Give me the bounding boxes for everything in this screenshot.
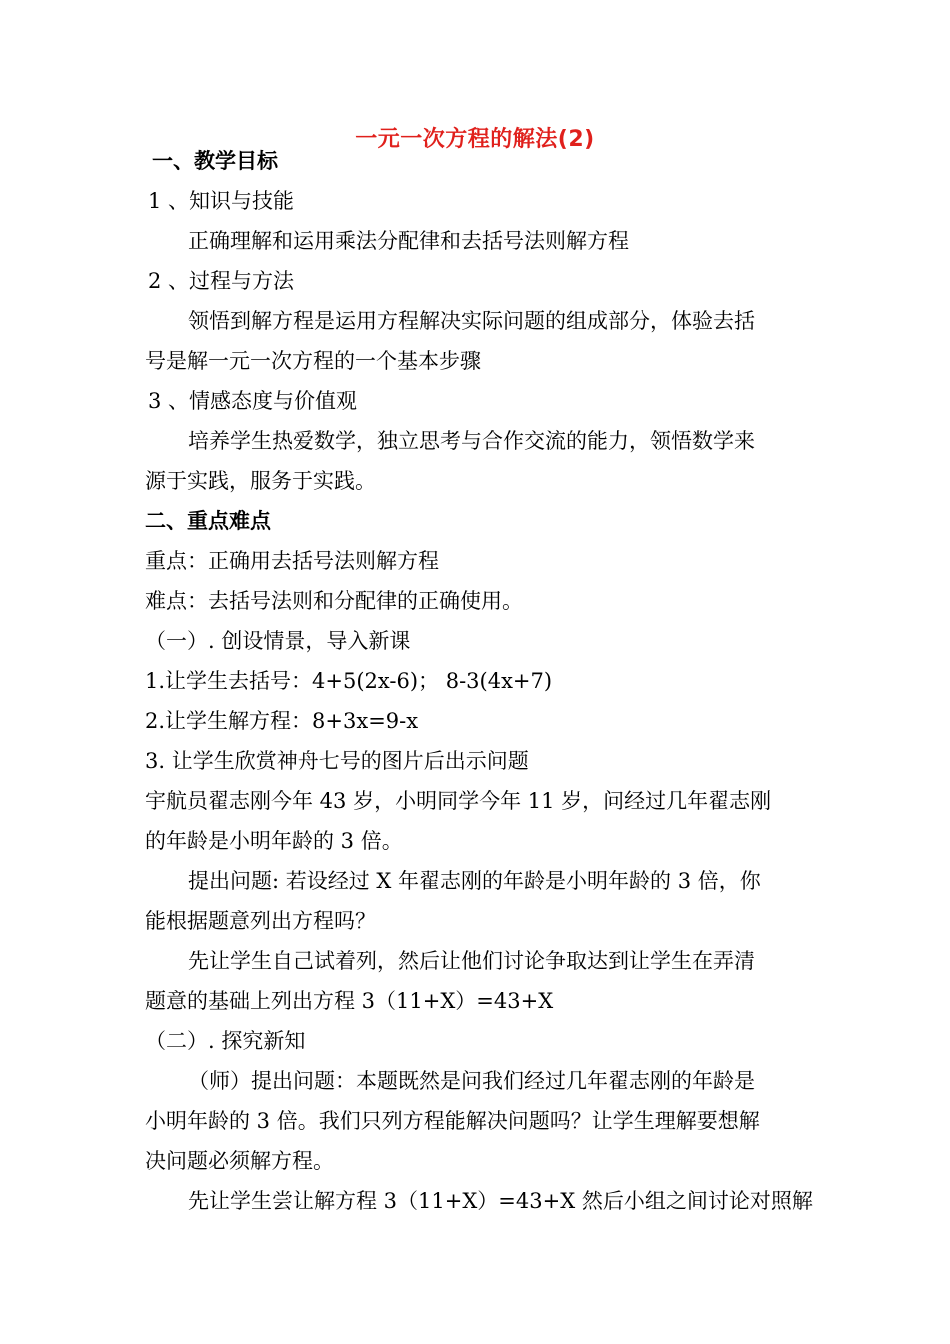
- paragraph-line: 1.让学生去括号：4+5(2x-6)； 8-3(4x+7): [145, 669, 553, 693]
- section-heading-teaching-goals: 一、教学目标: [152, 149, 278, 173]
- paragraph-line: 难点：去括号法则和分配律的正确使用。: [145, 589, 523, 613]
- paragraph-line: 先让学生自己试着列，然后让他们讨论争取达到让学生在弄清: [188, 949, 755, 973]
- subheading-explore-new-knowledge: （二）. 探究新知: [145, 1029, 306, 1053]
- paragraph-line: 3. 让学生欣赏神舟七号的图片后出示问题: [145, 749, 529, 773]
- paragraph-line: 提出问题: 若设经过 X 年翟志刚的年龄是小明年龄的 3 倍，你: [188, 869, 761, 893]
- paragraph-line: 源于实践，服务于实践。: [145, 469, 376, 493]
- subheading-create-scenario: （一）. 创设情景，导入新课: [145, 629, 411, 653]
- paragraph-line: 号是解一元一次方程的一个基本步骤: [145, 349, 481, 373]
- section-heading-key-points: 二、重点难点: [145, 509, 271, 533]
- paragraph-line: 决问题必须解方程。: [145, 1149, 334, 1173]
- paragraph-line: 题意的基础上列出方程 3（11+X）=43+X: [145, 989, 554, 1013]
- paragraph-line: 培养学生热爱数学，独立思考与合作交流的能力，领悟数学来: [188, 429, 755, 453]
- paragraph-line: 小明年龄的 3 倍。我们只列方程能解决问题吗？让学生理解要想解: [145, 1109, 760, 1133]
- paragraph-line: 领悟到解方程是运用方程解决实际问题的组成部分，体验去括: [188, 309, 755, 333]
- paragraph-line: 能根据题意列出方程吗？: [145, 909, 376, 933]
- paragraph-line: （师）提出问题：本题既然是问我们经过几年翟志刚的年龄是: [188, 1069, 755, 1093]
- subheading-process-method: 2 、过程与方法: [148, 269, 295, 293]
- paragraph-line: 先让学生尝让解方程 3（11+X）=43+X 然后小组之间讨论对照解: [188, 1189, 813, 1213]
- paragraph-line: 2.让学生解方程：8+3x=9-x: [145, 709, 419, 733]
- paragraph-line: 重点：正确用去括号法则解方程: [145, 549, 439, 573]
- paragraph-line: 宇航员翟志刚今年 43 岁，小明同学今年 11 岁，问经过几年翟志刚: [145, 789, 772, 813]
- subheading-attitude-values: 3 、情感态度与价值观: [148, 389, 358, 413]
- document-title: 一元一次方程的解法(2): [355, 127, 595, 152]
- subheading-knowledge-skills: 1 、知识与技能: [148, 189, 295, 213]
- paragraph-line: 正确理解和运用乘法分配律和去括号法则解方程: [188, 229, 629, 253]
- paragraph-line: 的年龄是小明年龄的 3 倍。: [145, 829, 403, 853]
